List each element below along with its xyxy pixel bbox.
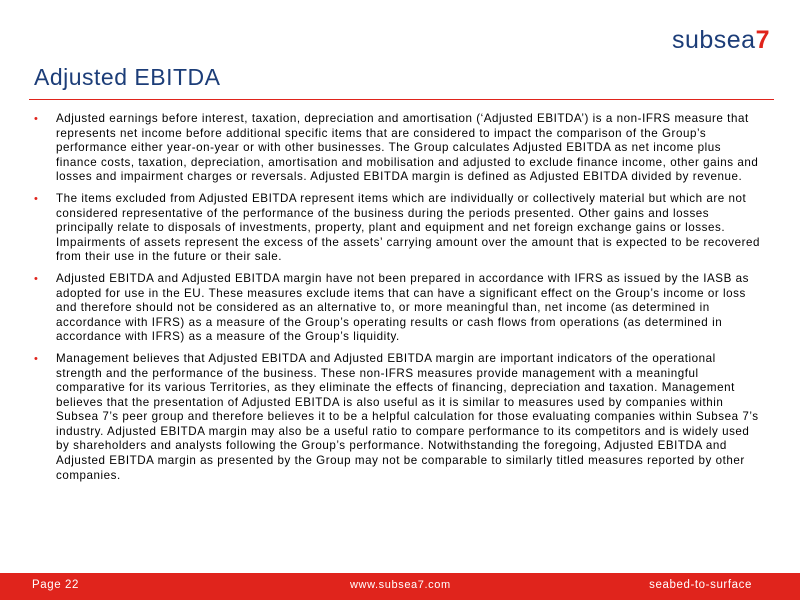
bullet-item	[34, 272, 764, 345]
website-link[interactable]: www.subsea7.com	[350, 579, 451, 591]
bullet-text: Adjusted EBITDA and Adjusted EBITDA margin have not been prepared in accordance with IFRS as issued by the IASB as adopted for use in the EU. These measures exclude items that can have a significant effect on the Group’s income or loss and therefore should not be considered as an alternative to, or more meaningful than, net income (as determined in accordance with IFRS) as a measure of the Group’s operating results or cash flows from operations (as determined in accordance with IFRS) as a measure of the Group’s liquidity.	[56, 271, 749, 344]
logo-number: 7	[755, 26, 770, 54]
bullet-dot-icon: •	[34, 352, 39, 365]
bullet-dot-icon: •	[34, 113, 39, 125]
bullet-text: The items excluded from Adjusted EBITDA represent items which are individually or collectively material but which are not considered representative of the performance of the business during the periods presented. Other gains and losses principally relate to disposals of investments, property, plant and equipment and net foreign exchange gains or losses. Impairments of assets represent the excess of the assets’ carrying amount over the amount that is expected to be recovered from their use in the future or their sale.	[56, 191, 761, 264]
logo-text: subsea	[671, 26, 756, 54]
company-logo	[672, 26, 770, 55]
bullet-dot-icon: •	[34, 272, 39, 285]
bullet-item	[34, 192, 764, 265]
title-divider	[29, 99, 774, 100]
bullet-text: Management believes that Adjusted EBITDA and Adjusted EBITDA margin are important indicators of the operational strength and the performance of the business. These non-IFRS measures provide management with a meaningful comparative for its various Territories, as they eliminate the effects of financing, depreciation and taxation. Management believes that the presentation of Adjusted EBITDA is also useful as it is similar to measures used by companies within Subsea 7’s peer group and therefore believes it to be a helpful calculation for those evaluating companies within Subsea 7’s industry. Adjusted EBITDA margin may also be a useful ratio to compare performance to its competitors and is widely used by shareholders and analysts following the Group’s performance. Notwithstanding the foregoing, Adjusted EBITDA and Adjusted EBITDA margin as presented by the Group may not be comparable to similarly titled measures reported by other companies.	[56, 351, 759, 482]
slide-title: Adjusted EBITDA	[34, 64, 221, 90]
bullet-item	[34, 352, 764, 483]
bullet-text: Adjusted earnings before interest, taxation, depreciation and amortisation (‘Adjusted EBITDA’) is a non-IFRS measure that represents net income before additional specific items that are considered to impact the comparison of the Group’s performance either year-on-year or with other businesses. The Group calculates Adjusted EBITDA as net income plus finance costs, taxation, depreciation, amortisation and mobilisation and adjusted to exclude finance income, other gains and losses and impairment charges or reversals. Adjusted EBITDA margin is defined as Adjusted EBITDA divided by revenue.	[56, 112, 759, 184]
footer-bar	[0, 573, 800, 600]
bullet-dot-icon: •	[34, 192, 39, 205]
bullet-list	[34, 112, 764, 490]
bullet-item	[34, 112, 764, 185]
tagline: seabed-to-surface	[649, 579, 752, 591]
page-number: Page 22	[32, 579, 80, 591]
